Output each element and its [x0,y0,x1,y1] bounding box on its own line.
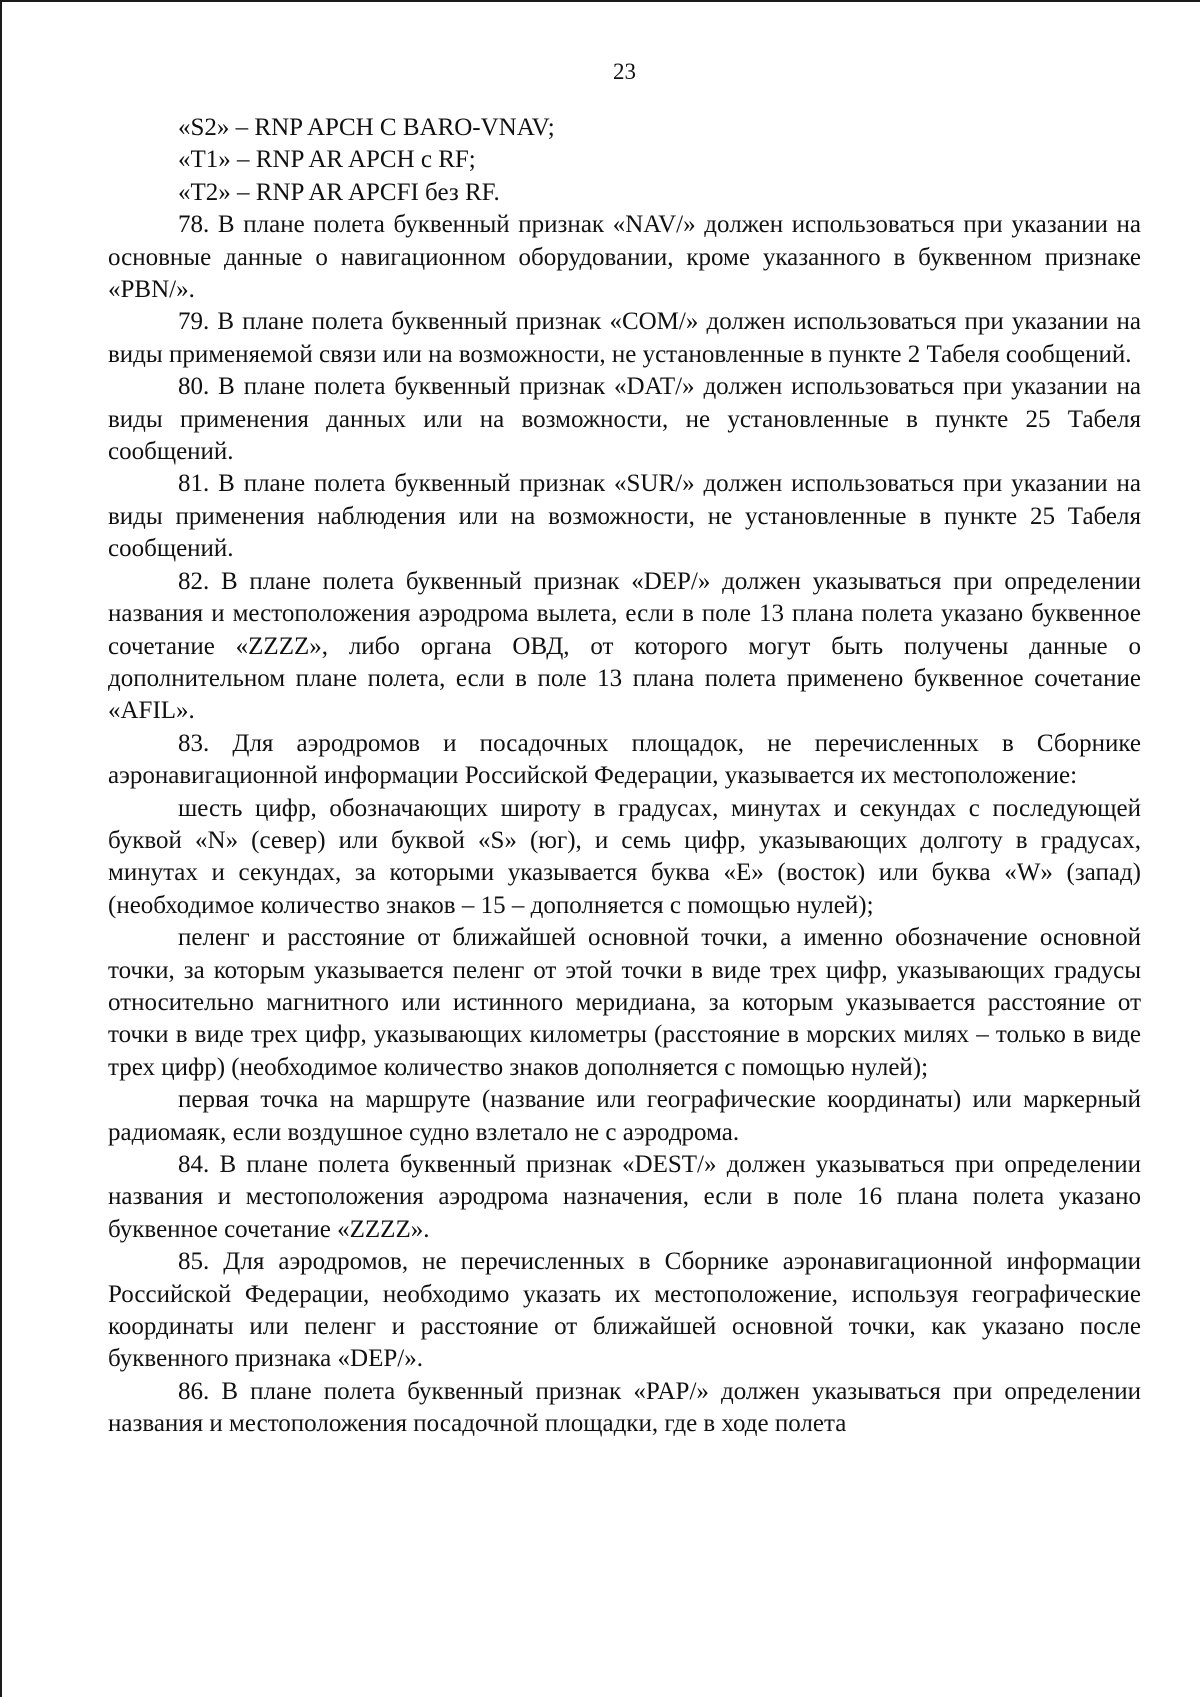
paragraph-84: 84. В плане полета буквенный признак «DEST/» должен указываться при определении названия и местоположения аэродрома назначения, если в поле 16 плана полета указано буквенное сочетание «ZZZZ». [108,1151,1141,1243]
paragraph-83-bearing: пеленг и расстояние от ближайшей основной точки, а именно обозначение основной точки, за которым указывается пеленг от этой точки в виде трех цифр, указывающих градусы относительно магнитного или истинного меридиана, за которым указывается расстояние от точки в виде трех цифр, указывающих километры (расстояние в морских милях – только в виде трех цифр) (необходимое количество знаков дополняется с помощью нулей); [108,924,1141,1081]
paragraph-83-coordinates: шесть цифр, обозначающих широту в градусах, минутах и секундах с последующей буквой «N» (север) или буквой «S» (юг), и семь цифр, указывающих долготу в градусах, минутах и секундах, за которыми указывается буква «E» (восток) или буква «W» (запад) (необходимое количество знаков – 15 – дополняется с помощью нулей); [108,794,1141,919]
page-number: 23 [613,59,636,84]
list-item-s2: «S2» – RNP APCH C BARO-VNAV; [178,114,555,141]
document-page [108,58,1141,1441]
paragraph-82: 82. В плане полета буквенный признак «DEP/» должен указываться при определении названия и местоположения аэродрома вылета, если в поле 13 плана полета указано буквенное сочетание «ZZZZ», либо органа ОВД, от которого могут быть получены данные о дополнительном плане полета, если в поле 13 плана полета применено буквенное сочетание «AFIL». [108,567,1141,725]
scan-edge-left [0,0,2,1697]
list-item-t2: «T2» – RNP AR APCFI без RF. [178,178,500,206]
paragraph-78: 78. В плане полета буквенный признак «NAV/» должен использоваться при указании на основные данные о навигационном оборудовании, кроме указанного в буквенном признаке «PBN/». [108,211,1141,304]
paragraph-83: 83. Для аэродромов и посадочных площадок, не перечисленных в Сборнике аэронавигационной информации Российской Федерации, указывается их местоположение: [108,729,1141,790]
paragraph-79: 79. В плане полета буквенный признак «COM/» должен использоваться при указании на виды применяемой связи или на возможности, не установленные в пункте 2 Табеля сообщений. [108,308,1141,368]
paragraph-81: 81. В плане полета буквенный признак «SUR/» должен использоваться при указании на виды применения наблюдения или на возможности, не установленные в пункте 25 Табеля сообщений. [108,470,1141,563]
list-item-t1: «T1» – RNP AR APCH c RF; [178,146,476,174]
scan-edge-top [0,0,1200,2]
paragraph-85: 85. Для аэродромов, не перечисленных в Сборнике аэронавигационной информации Российской Федерации, необходимо указать их местоположение, используя географические координаты или пеленг и расстояние от ближайшей основной точки, как указано после буквенного признака «DEP/». [108,1248,1141,1373]
paragraph-80: 80. В плане полета буквенный признак «DAT/» должен использоваться при указании на виды применения данных или на возможности, не установленные в пункте 25 Табеля сообщений. [108,373,1141,466]
paragraph-86: 86. В плане полета буквенный признак «PAP/» должен указываться при определении названия и местоположения посадочной площадки, где в ходе полета [108,1377,1141,1438]
paragraph-83-first-point: первая точка на маршруте (название или географические координаты) или маркерный радиомаяк, если воздушное судно взлетало не с аэродрома. [108,1086,1141,1146]
